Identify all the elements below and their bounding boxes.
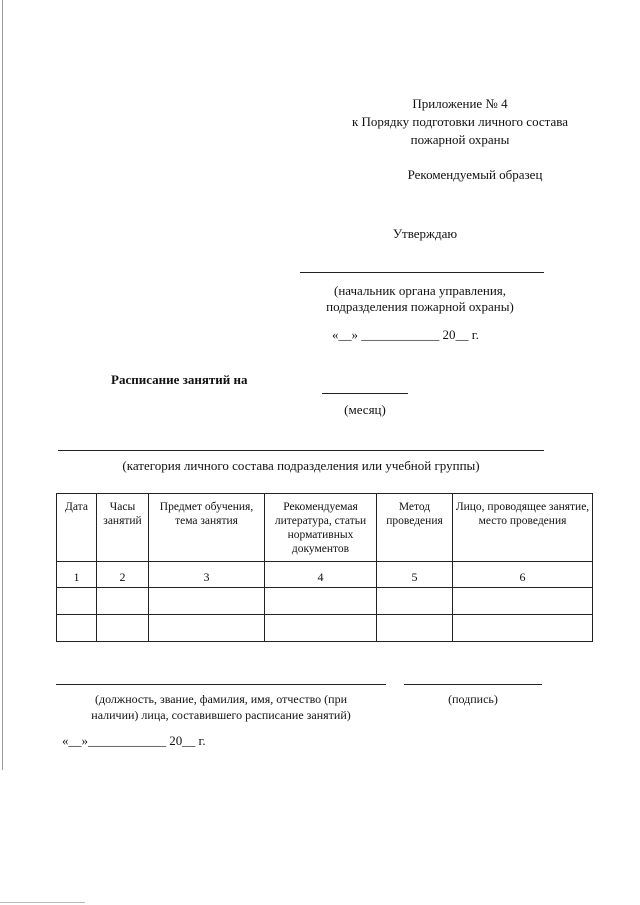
appendix-number: Приложение № 4 <box>412 96 508 111</box>
column-number: 1 <box>57 562 97 588</box>
table-cell <box>149 615 265 642</box>
scan-edge-left <box>2 0 3 770</box>
header-instructor: Лицо, проводящее занятие, место проведения <box>453 494 593 562</box>
table-cell <box>265 615 377 642</box>
table-cell <box>453 615 593 642</box>
signature-line <box>404 684 542 685</box>
table-cell <box>97 615 149 642</box>
category-caption: (категория личного состава подразделения или учебной группы) <box>122 458 480 473</box>
table-cell <box>149 588 265 615</box>
month-line <box>322 393 408 394</box>
table-cell <box>57 615 97 642</box>
appendix-reference-cont: пожарной охраны <box>410 132 510 147</box>
table-cell <box>265 588 377 615</box>
table-number-row <box>57 562 593 588</box>
header-literature: Рекомендуемая литература, статьи нормативных документов <box>265 494 377 562</box>
column-number: 5 <box>377 562 453 588</box>
appendix-reference: к Порядку подготовки личного состава <box>351 114 569 129</box>
table-row <box>57 588 593 615</box>
header-date: Дата <box>57 494 97 562</box>
column-number: 6 <box>453 562 593 588</box>
header-subject: Предмет обучения, тема занятия <box>149 494 265 562</box>
chief-signature-line <box>300 272 544 273</box>
position-line <box>56 684 386 685</box>
chief-caption-1: (начальник органа управления, <box>333 283 507 298</box>
table-cell <box>377 615 453 642</box>
table-cell <box>453 588 593 615</box>
column-number: 4 <box>265 562 377 588</box>
month-caption: (месяц) <box>344 402 386 417</box>
schedule-table <box>56 493 593 642</box>
footer-date-line: «__»____________ 20__ г. <box>62 733 206 748</box>
header-method: Метод проведения <box>377 494 453 562</box>
sample-label: Рекомендуемый образец <box>407 167 543 182</box>
table-cell <box>57 588 97 615</box>
scan-edge-bottom <box>0 902 85 903</box>
position-caption-1: (должность, звание, фамилия, имя, отчество (при <box>94 692 348 706</box>
table-cell <box>97 588 149 615</box>
table-row <box>57 615 593 642</box>
position-caption-2: наличии) лица, составившего расписание занятий) <box>91 708 351 722</box>
header-hours: Часы занятий <box>97 494 149 562</box>
category-line <box>58 450 544 451</box>
table-cell <box>377 588 453 615</box>
table-header-row <box>57 494 593 562</box>
chief-caption-2: подразделения пожарной охраны) <box>326 299 514 314</box>
column-number: 2 <box>97 562 149 588</box>
signature-caption: (подпись) <box>448 692 498 706</box>
approve-label: Утверждаю <box>392 226 458 241</box>
schedule-title: Расписание занятий на <box>111 372 248 387</box>
column-number: 3 <box>149 562 265 588</box>
approval-date-line: «__» ____________ 20__ г. <box>332 327 479 342</box>
